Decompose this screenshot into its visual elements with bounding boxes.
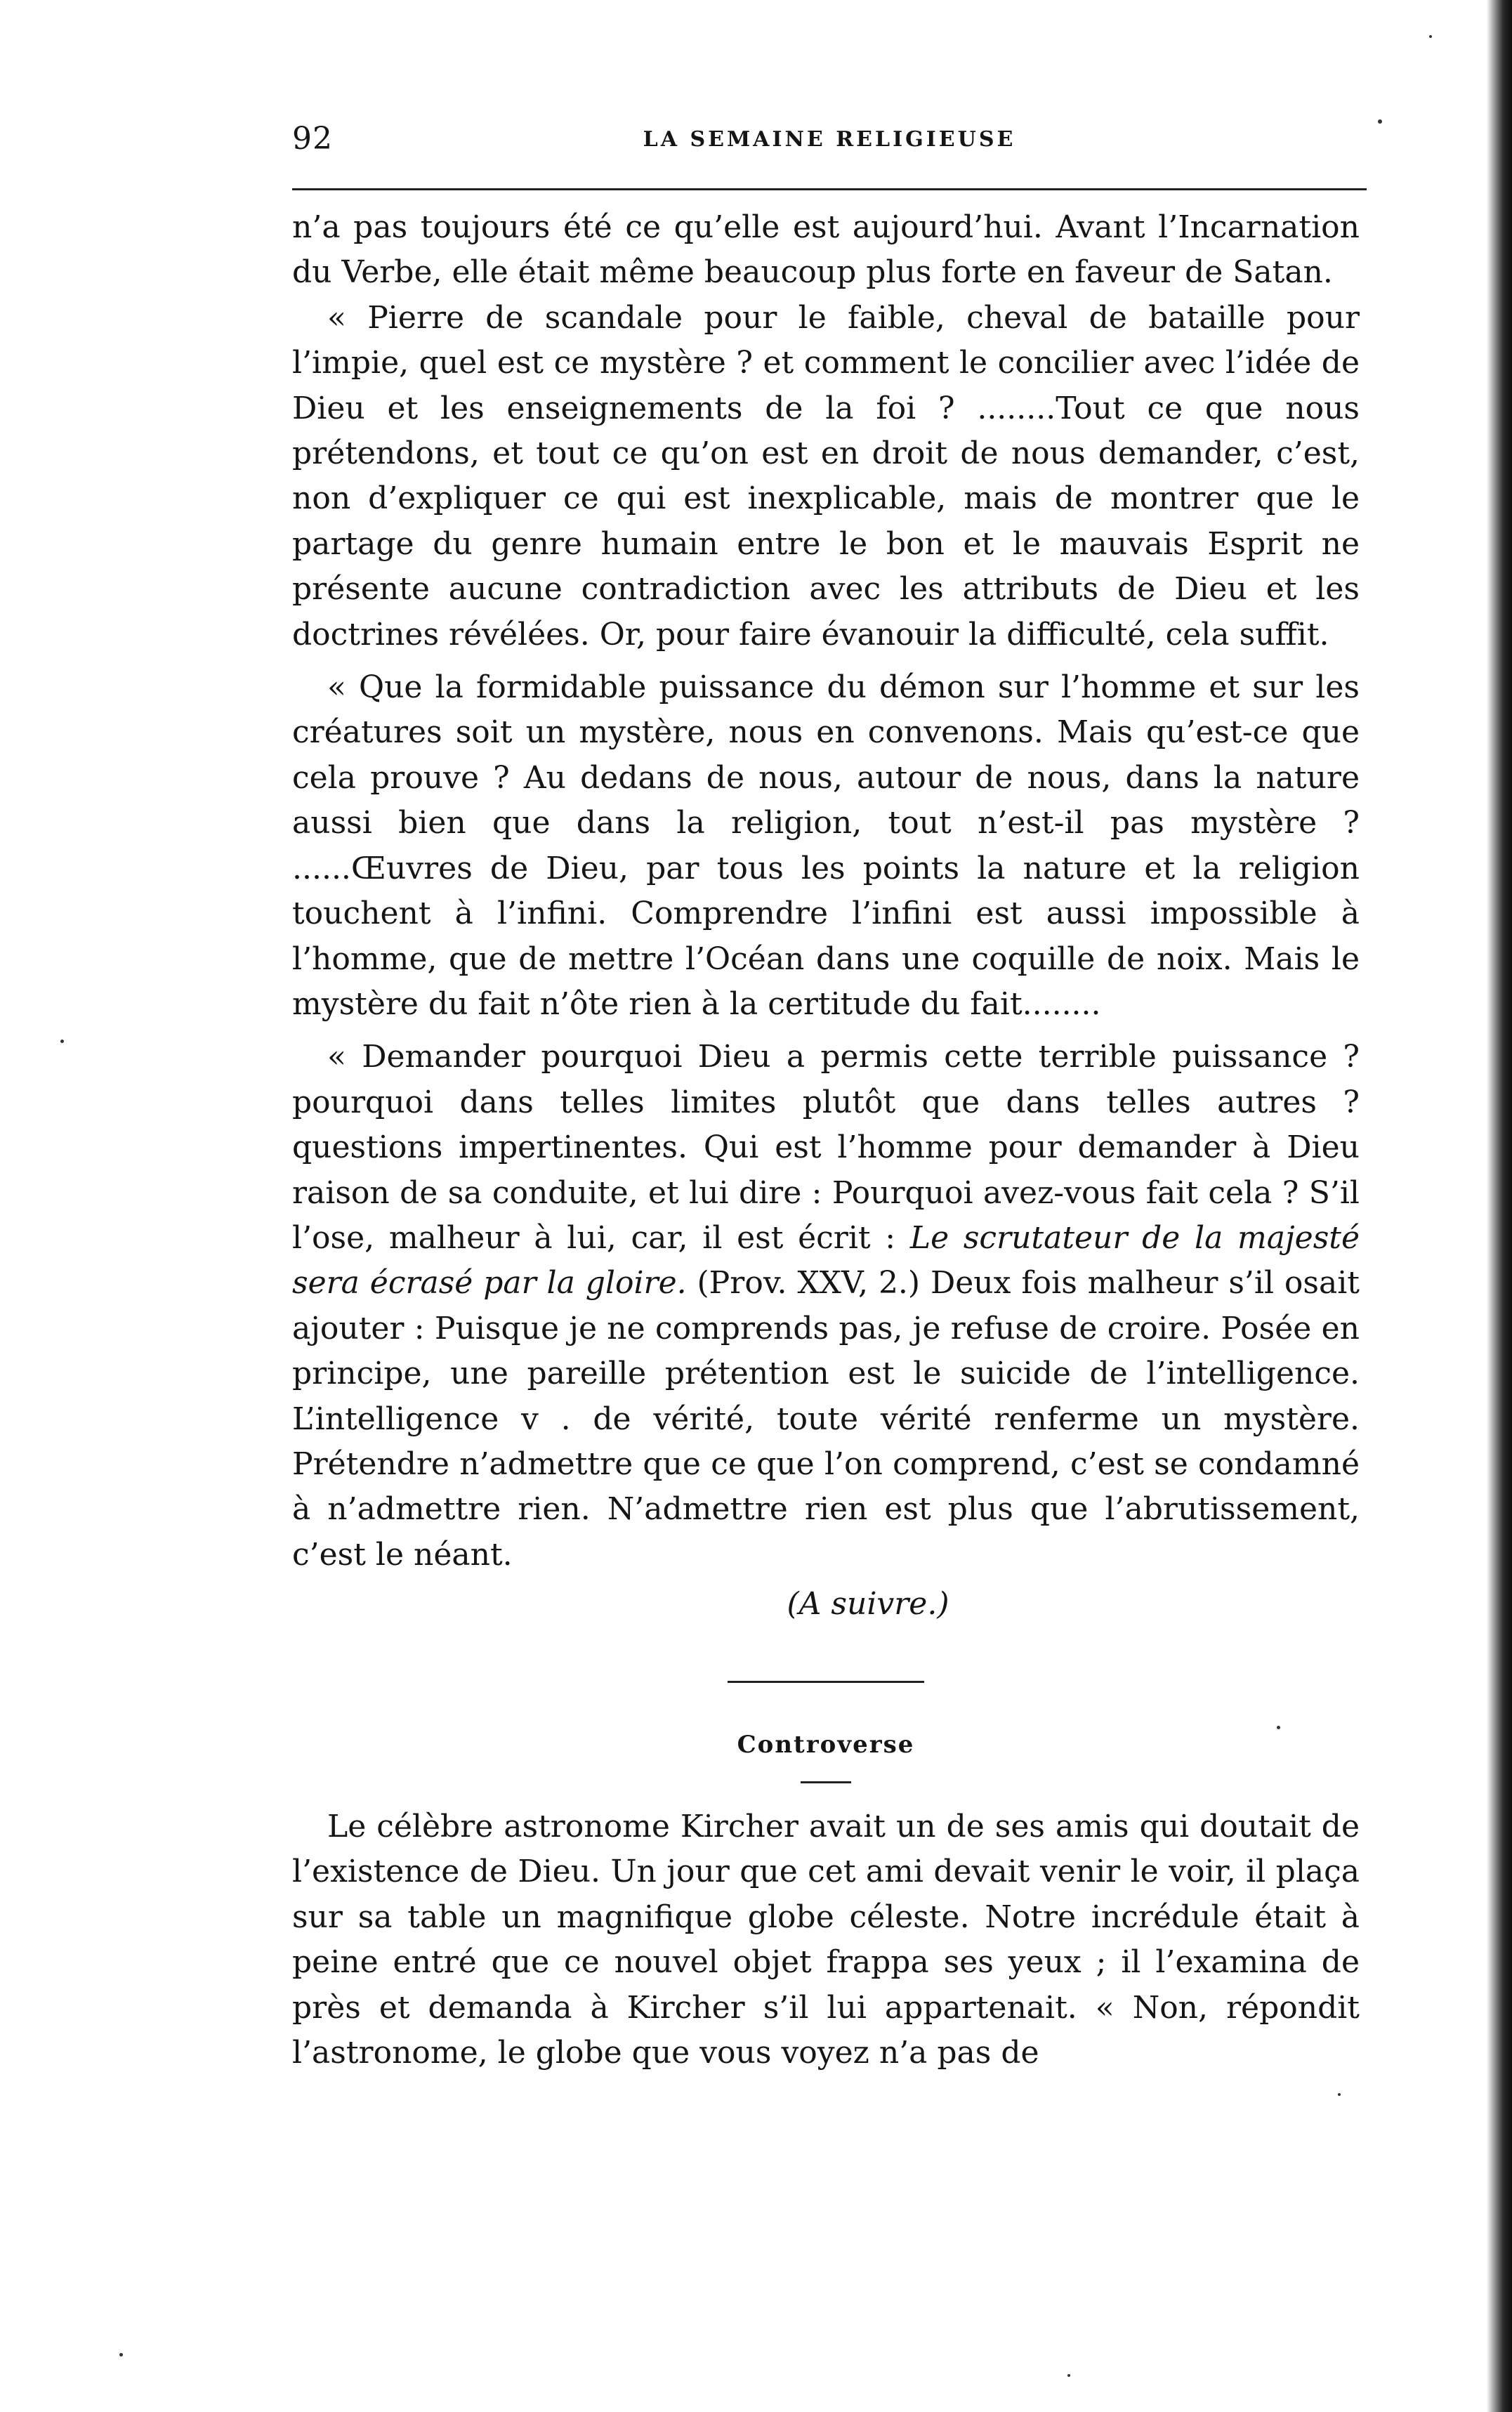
article-body	[292, 205, 1360, 2076]
paragraph-kircher: Le célèbre astronome Kircher avait un de ses amis qui doutait de l’existence de Dieu. Un jour que cet ami devait venir le voir, il plaça sur sa table un magnifique globe céleste. Notre incrédule était à peine entré que ce nouvel objet frappa ses yeux ; il l’examina de près et demanda à Kircher s’il lui appartenait. « Non, répondit l’astronome, le globe que vous voyez n’a pas de	[292, 1809, 1360, 2071]
paragraph-text-after-quote: (Prov. XXV, 2.) Deux fois malheur s’il osait ajouter : Puisque je ne comprends pas, je refuse de croire. Posée en principe, une pareille prétention est le suicide de l’intelligence. L’intelligence v . de vérité, toute vérité renferme un mystère. Prétendre n’admettre que ce que l’on comprend, c’est se condamné à n’admettre rien. N’admettre rien est plus que l’abrutissement, c’est le néant.	[292, 1265, 1360, 1573]
paragraph-formidable-puissance: « Que la formidable puissance du démon sur l’homme et sur les créatures soit un mystère, nous en convenons. Mais qu’est-ce que cela prouve ? Au dedans de nous, autour de nous, dans la nature aussi bien que dans la religion, tout n’est-il pas mystère ? ......Œuvres de Dieu, par tous les points la nature et la religion touchent à l’infini. Comprendre l’infini est aussi impossible à l’homme, que de mettre l’Océan dans une coquille de noix. Mais le mystère du fait n’ôte rien à la certitude du fait........	[292, 669, 1360, 1022]
section-title-rule	[801, 1781, 851, 1783]
paragraph-demander-pourquoi	[292, 1035, 1360, 1578]
scan-speck	[1277, 1726, 1280, 1729]
scan-speck	[1429, 35, 1432, 38]
page-number: 92	[292, 121, 333, 157]
scripture-quote: Le scrutateur de la majesté sera écrasé par la gloire.	[292, 1219, 1360, 1302]
page-binding-shadow	[1487, 0, 1512, 2412]
scan-speck	[60, 1040, 64, 1043]
to-be-continued: (A suivre.)	[787, 1586, 949, 1623]
scan-speck	[119, 2353, 123, 2357]
scan-speck	[1338, 2093, 1341, 2096]
header-rule	[292, 188, 1367, 190]
scan-speck	[1378, 119, 1382, 124]
scan-speck	[1067, 2374, 1070, 2377]
paragraph-continuation: n’a pas toujours été ce qu’elle est aujourd’hui. Avant l’Incarnation du Verbe, elle était même beaucoup plus forte en faveur de Satan.	[292, 209, 1360, 291]
paragraph-pierre-de-scandale: « Pierre de scandale pour le faible, cheval de bataille pour l’impie, quel est ce mystère ? et comment le concilier avec l’idée de Dieu et les enseignements de la foi ? ........Tout ce que nous prétendons, et tout ce qu’on est en droit de nous demander, c’est, non d’expliquer ce qui est inexplicable, mais de montrer que le partage du genre humain entre le bon et le mauvais Esprit ne présente aucune contradiction avec les attributs de Dieu et les doctrines révélées. Or, pour faire évanouir la difficulté, cela suffit.	[292, 299, 1360, 653]
section-divider	[728, 1681, 924, 1683]
page-header	[292, 118, 1367, 160]
section-title: Controverse	[737, 1730, 915, 1759]
running-title: LA SEMAINE RELIGIEUSE	[643, 127, 1016, 152]
paragraph-text-before-quote: « Demander pourquoi Dieu a permis cette terrible puissance ? pourquoi dans telles limites plutôt que dans telles autres ? questions impertinentes. Qui est l’homme pour demander à Dieu raison de sa conduite, et lui dire : Pourquoi avez-vous fait cela ? S’il l’ose, malheur à lui, car, il est écrit :	[292, 1039, 1360, 1256]
